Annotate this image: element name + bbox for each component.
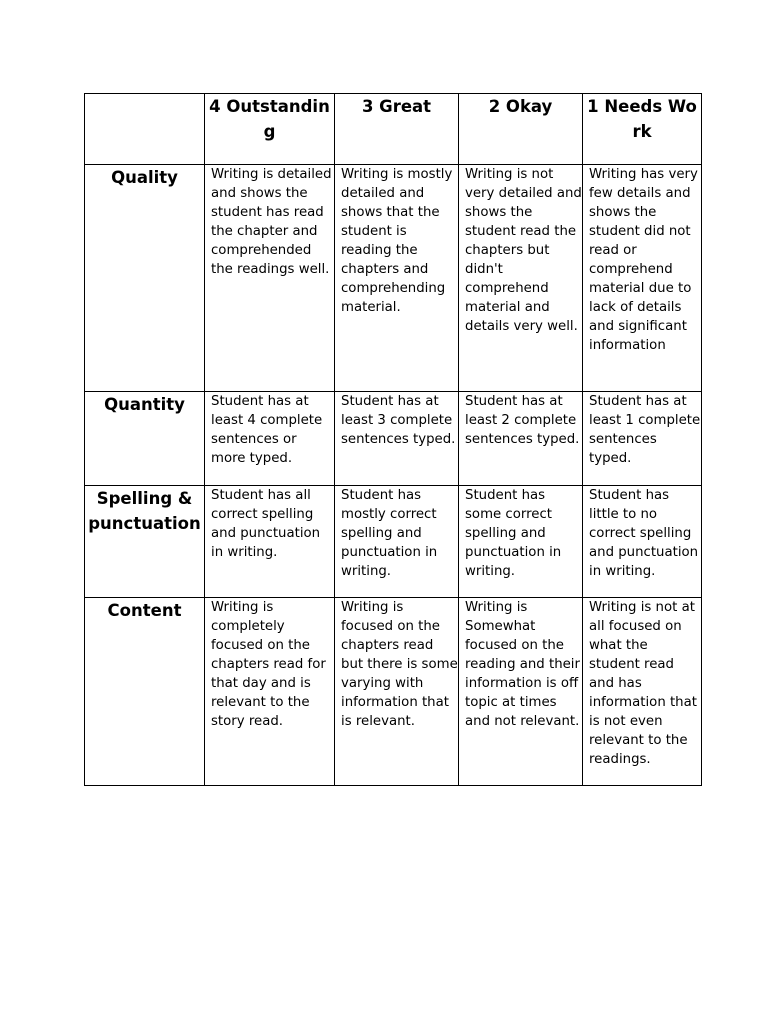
quality-score-2: Writing is not very detailed and shows the student read the chapters but didn't comprehend material and details very well. (459, 165, 583, 392)
content-score-4: Writing is completely focused on the chapters read for that day and is relevant to the story read. (205, 598, 335, 786)
spelling-score-1: Student has little to no correct spelling and punctuation in writing. (583, 486, 702, 598)
row-quality (85, 165, 702, 392)
header-score-2: 2 Okay (459, 94, 583, 165)
spelling-score-4: Student has all correct spelling and punctuation in writing. (205, 486, 335, 598)
quantity-score-3: Student has at least 3 complete sentences typed. (335, 392, 459, 486)
criterion-spelling-punctuation: Spelling & punctuation (85, 486, 205, 598)
quantity-score-2: Student has at least 2 complete sentences typed. (459, 392, 583, 486)
content-score-1: Writing is not at all focused on what the student read and has information that is not even relevant to the readings. (583, 598, 702, 786)
row-content (85, 598, 702, 786)
criterion-quantity: Quantity (85, 392, 205, 486)
row-quantity (85, 392, 702, 486)
content-score-2: Writing is Somewhat focused on the reading and their information is off topic at times and not relevant. (459, 598, 583, 786)
header-row (85, 94, 702, 165)
quality-score-3: Writing is mostly detailed and shows that the student is reading the chapters and comprehending material. (335, 165, 459, 392)
content-score-3: Writing is focused on the chapters read but there is some varying with information that is relevant. (335, 598, 459, 786)
criterion-content: Content (85, 598, 205, 786)
header-corner-cell (85, 94, 205, 165)
quality-score-4: Writing is detailed and shows the student has read the chapter and comprehended the readings well. (205, 165, 335, 392)
quantity-score-4: Student has at least 4 complete sentences or more typed. (205, 392, 335, 486)
header-score-4: 4 Outstanding (205, 94, 335, 165)
quantity-score-1: Student has at least 1 complete sentences typed. (583, 392, 702, 486)
header-score-3: 3 Great (335, 94, 459, 165)
spelling-score-3: Student has mostly correct spelling and punctuation in writing. (335, 486, 459, 598)
rubric-table (84, 93, 702, 786)
quality-score-1: Writing has very few details and shows the student did not read or comprehend material due to lack of details and significant information (583, 165, 702, 392)
header-score-1: 1 Needs Work (583, 94, 702, 165)
row-spelling-punctuation (85, 486, 702, 598)
criterion-quality: Quality (85, 165, 205, 392)
spelling-score-2: Student has some correct spelling and punctuation in writing. (459, 486, 583, 598)
